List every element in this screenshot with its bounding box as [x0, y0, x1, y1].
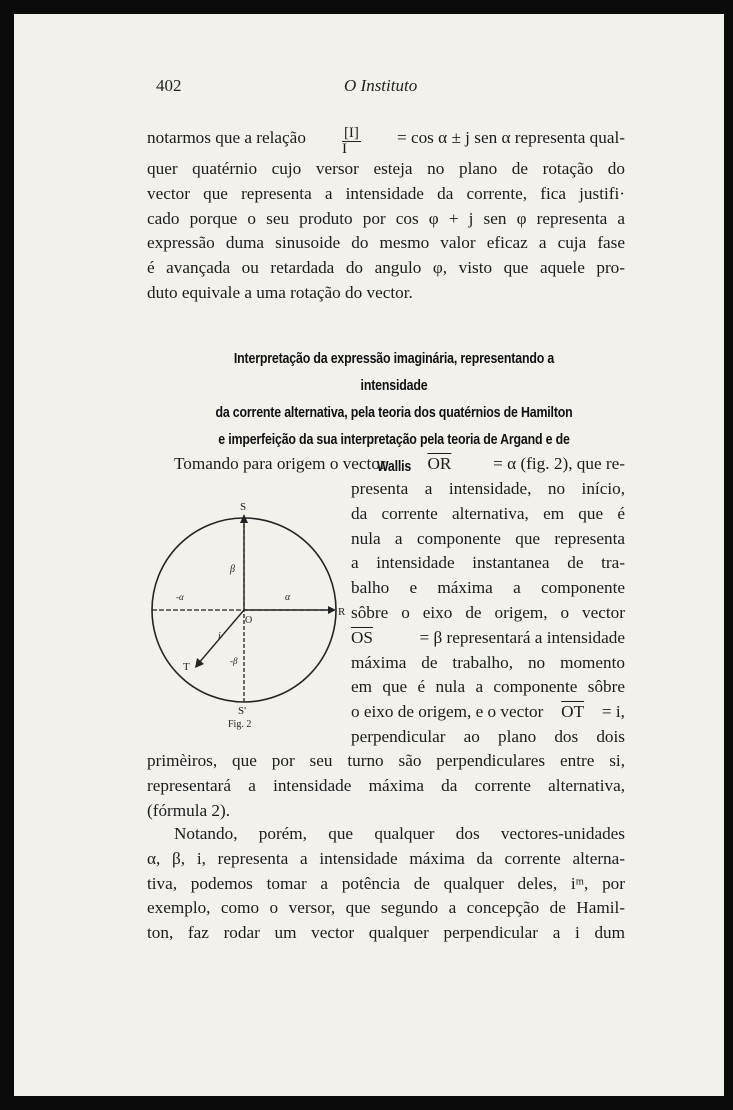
- para1-line: vector que representa a intensidade da corrente, fica justifi·: [147, 183, 625, 203]
- label-t: T: [183, 661, 190, 673]
- paragraph-2-side-column: presenta a intensidade, no início, da corrente alternativa, em que é nula a componente que representa a intensidade instantanea de tra- balho e máxima a componente sôbre o eixo de origem, o vector $\overline{OS}$ = β representará a intensidade máxima de trabalho, no momento em que é nula a componente sôbre o eixo de origem, e o vector $\overline{OT}$ = i, perpendicular ao plano dos dois: [351, 479, 625, 746]
- label-beta: β: [230, 564, 235, 575]
- running-title: O Instituto: [344, 76, 418, 95]
- paragraph-2-first-line: Tomando para origem o vector $\overline{OR}$ = α (fig. 2), que re-: [174, 452, 625, 477]
- paragraph-1: [147, 126, 625, 306]
- page-number: 402: [156, 76, 182, 95]
- label-s: S: [240, 501, 247, 513]
- label-r: R: [338, 606, 346, 618]
- para1-line-1: notarmos que a relação $\frac{[I]}{I}$ = cos α ± j sen α representa qual-: [147, 125, 625, 157]
- vector-ot: $\overline{OT}$: [561, 702, 585, 722]
- arrow-r-icon: [328, 606, 336, 614]
- vector-or: $\overline{OR}$: [427, 454, 452, 473]
- vector-os: $\overline{OS}$: [351, 627, 373, 647]
- fraction: $\frac{[I]}{I}$: [341, 125, 359, 157]
- paragraph-2-continuation: primèiros, que por seu turno são perpendiculares entre si, representará a intensidade máxima da corrente alternativa, (fórmula 2).: [147, 751, 625, 820]
- page: [14, 14, 724, 1096]
- label-neg-alpha: -α: [176, 592, 184, 602]
- figure-2-diagram: [146, 492, 356, 732]
- label-alpha: α: [285, 592, 291, 603]
- label-neg-beta: -β: [230, 656, 238, 666]
- para1-last-line: duto equivale a uma rotação do vector.: [147, 282, 413, 302]
- para1-line: cado porque o seu produto por cos φ + j sen φ representa a: [147, 208, 625, 228]
- heading-line: Interpretação da expressão imaginária, representando a intensidade: [233, 351, 555, 394]
- heading-line: e imperfeição da sua interpretação pela teoria de Argand e de Wallis: [218, 432, 570, 475]
- para1-line: expressão duma sinusoide do mesmo valor eficaz a cuja fase: [147, 233, 625, 253]
- label-i: i: [218, 631, 221, 642]
- heading-line: da corrente alternativa, pela teoria dos quatérnios de Hamilton: [215, 405, 573, 421]
- para1-line: é avançada ou retardada do angulo φ, visto que aquele pro-: [147, 258, 625, 278]
- label-o: O: [245, 615, 253, 626]
- para1-line: quer quatérnio cujo versor esteja no plano de rotação do: [147, 159, 625, 178]
- figure-caption: Fig. 2: [228, 719, 252, 730]
- paragraph-3: Notando, porém, que qualquer dos vectores-unidades α, β, i, representa a intensidade máxima da corrente alterna- tiva, podemos tomar a potência de qualquer deles, iᵐ, por exemplo, como o versor, que segundo a concepção de Hamil- ton, faz rodar um vector qualquer perpendicular a i dum: [147, 824, 625, 943]
- label-s-prime: S': [238, 705, 247, 717]
